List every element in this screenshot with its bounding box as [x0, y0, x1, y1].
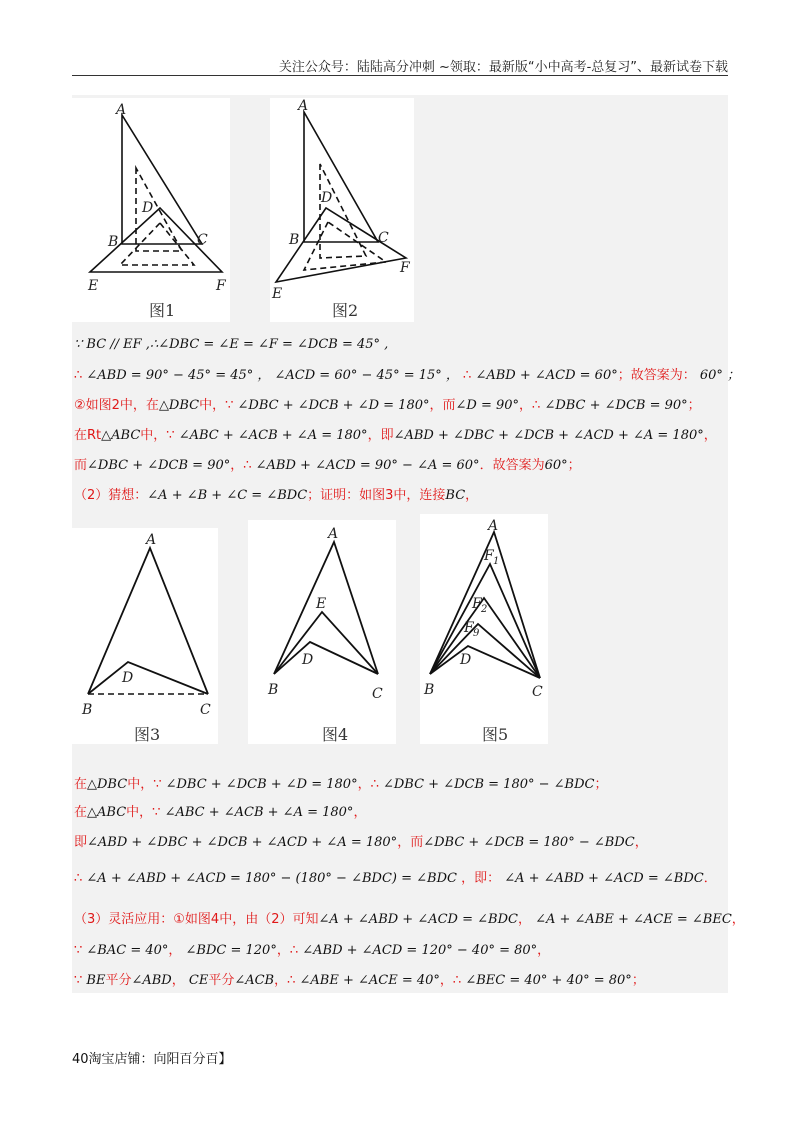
math-expression: ∠DBC + ∠DCB = 90°	[87, 458, 231, 473]
solution-text: ∴	[74, 368, 87, 383]
solution-text: ，	[703, 428, 717, 443]
solution-text: ∵	[74, 943, 87, 958]
fig5-caption: 图5	[482, 725, 509, 744]
solution-text: ，∴	[439, 973, 466, 988]
fig5-label-f1-sub: 1	[493, 556, 500, 567]
fig4-label-e: E	[316, 596, 327, 612]
header-rule	[72, 75, 728, 76]
fig1-label-b: B	[108, 234, 119, 250]
solution-text: ，	[171, 973, 189, 988]
figure-3-diagram	[72, 528, 218, 744]
fig2-caption: 图2	[332, 301, 359, 320]
fig3-outline	[88, 548, 208, 694]
fig1-label-e: E	[88, 278, 99, 294]
math-expression: ∠DBC + ∠DCB = 90°	[544, 398, 688, 413]
fig5-label-f2-sub: 2	[481, 604, 488, 615]
solution-line-10	[74, 870, 717, 888]
solution-line-9	[74, 834, 648, 852]
math-expression: ∠DBC + ∠DCB + ∠D = 180°	[237, 398, 430, 413]
solution-text: ；	[594, 777, 608, 792]
solution-line-6	[74, 487, 478, 505]
fig2-label-b: B	[289, 232, 300, 248]
fig2-label-c: C	[378, 230, 389, 246]
math-expression: ∠D = 90°	[455, 398, 520, 413]
solution-text: ∵	[74, 973, 87, 988]
solution-line-4	[74, 427, 717, 445]
solution-text: ，	[634, 835, 648, 850]
fig2-label-e: E	[272, 286, 283, 302]
fig1-label-f: F	[216, 278, 226, 294]
fig3-label-d: D	[122, 670, 134, 686]
solution-text: 中，∵	[140, 428, 179, 443]
solution-text: ，即：	[456, 871, 505, 886]
math-expression: △ABC	[87, 805, 127, 820]
math-expression: ∠ABD + ∠ACD = 90° − ∠A = 60°	[255, 458, 480, 473]
solution-text: ，∴	[274, 973, 300, 988]
fig4-inner-e	[274, 612, 378, 674]
solution-text: ∴	[458, 368, 476, 383]
math-expression: △DBC	[158, 398, 200, 413]
solution-line-13	[74, 972, 645, 990]
math-expression: 60°	[544, 458, 568, 473]
math-expression: △ABC	[101, 428, 141, 443]
solution-text: ．故答案为	[479, 458, 545, 473]
solution-text: 在	[74, 777, 88, 792]
fig2-dashed-triangle-2	[304, 222, 386, 270]
solution-text: ，∴	[519, 398, 545, 413]
math-expression: ∠DBC + ∠DCB = 180° − ∠BDC	[382, 777, 595, 792]
solution-text: （2）猜想：	[74, 488, 148, 503]
math-expression: ∠DBC + ∠DCB + ∠D = 180°	[165, 777, 358, 792]
math-expression: CE	[188, 973, 209, 988]
figure-4-diagram	[248, 520, 396, 744]
solution-text: ；故答案为：	[617, 368, 700, 383]
solution-line-7	[74, 776, 607, 794]
math-expression: ∠BAC = 40°	[86, 943, 169, 958]
math-expression: ∠ABE + ∠ACE = 40°	[299, 973, 440, 988]
fig1-label-c: C	[197, 232, 208, 248]
math-expression: ∠ACB	[234, 973, 275, 988]
fig5-label-f1: F	[484, 548, 494, 564]
solution-text: ②如图2中，在	[74, 398, 159, 413]
math-expression: ∠ABD + ∠ACD = 120° − 40° = 80°	[302, 943, 538, 958]
fig2-triangle-abc	[304, 112, 378, 242]
fig5-label-c: C	[532, 684, 543, 700]
math-expression: ∠A + ∠ABD + ∠ACD = ∠BDC	[504, 871, 704, 886]
math-expression: ∠A + ∠ABD + ∠ACD = 180° − (180° − ∠BDC) = ∠BDC	[86, 871, 457, 886]
figure-2-diagram	[270, 98, 414, 322]
math-expression: ∠A + ∠ABD + ∠ACD = ∠BDC	[318, 912, 518, 927]
fig3-label-b: B	[82, 702, 93, 718]
math-expression: 60° ；	[699, 368, 741, 383]
math-expression: ∠ABD + ∠DBC + ∠DCB + ∠ACD + ∠A = 180°	[87, 835, 398, 850]
solution-text: ，∴	[357, 777, 383, 792]
solution-text: ，而	[429, 398, 456, 413]
figure-3	[72, 528, 218, 744]
fig3-label-c: C	[200, 702, 211, 718]
page-footer: 40淘宝店铺：向阳百分百】	[72, 1052, 232, 1067]
figure-1-diagram	[72, 98, 230, 322]
solution-text: ．	[703, 871, 717, 886]
page-header: 关注公众号：陆陆高分冲刺 ~领取：最新版“小中高考-总复习”、最新试卷下载	[278, 60, 728, 75]
math-expression: ∠ABC + ∠ACB + ∠A = 180°	[178, 428, 368, 443]
solution-text: 即	[74, 835, 88, 850]
solution-text: 中，∵	[126, 805, 165, 820]
fig2-label-a: A	[298, 98, 309, 114]
math-expression: ∠DBC + ∠DCB = 180° − ∠BDC	[423, 835, 635, 850]
solution-text: ，而	[397, 835, 424, 850]
solution-text: ，	[168, 943, 186, 958]
solution-text: ，	[517, 912, 536, 927]
solution-text: ；证明：如图3中，连接	[307, 488, 446, 503]
solution-text: 平分	[105, 973, 132, 988]
solution-text: 中，∵	[199, 398, 238, 413]
fig4-label-d: D	[302, 652, 314, 668]
figure-2	[270, 98, 414, 322]
solution-text: ，	[353, 805, 367, 820]
solution-text: ；	[631, 973, 645, 988]
solution-text: 在	[74, 805, 88, 820]
math-expression: ∠BDC = 120°	[185, 943, 277, 958]
fig5-label-a: A	[488, 518, 499, 534]
fig4-caption: 图4	[322, 725, 349, 744]
solution-text: ；	[567, 458, 581, 473]
fig5-label-d: D	[460, 652, 472, 668]
solution-line-1	[74, 336, 388, 354]
solution-text: ，∴	[276, 943, 303, 958]
fig3-caption: 图3	[134, 725, 161, 744]
fig3-concave	[88, 662, 208, 694]
fig2-dashed-triangle-1	[320, 164, 366, 258]
fig2-label-d: D	[321, 190, 333, 206]
math-expression: BC	[445, 488, 466, 503]
math-expression: BE	[86, 973, 106, 988]
solution-text: ；	[687, 398, 701, 413]
math-expression: ∠ABD	[131, 973, 172, 988]
math-expression: ∵ BC // EF ,∴∠DBC = ∠E = ∠F = ∠DCB = 45° ,	[74, 337, 389, 352]
math-expression: ∠ABD + ∠ACD = 60°	[475, 368, 618, 383]
solution-text: ∴	[74, 871, 87, 886]
solution-text: ，∴	[230, 458, 256, 473]
solution-text: ，即	[367, 428, 394, 443]
solution-text: 在Rt	[74, 428, 102, 443]
solution-text: 而	[74, 458, 88, 473]
fig4-label-a: A	[328, 526, 339, 542]
solution-line-8	[74, 804, 366, 822]
fig4-label-b: B	[268, 682, 279, 698]
solution-text: （3）灵活应用：①如图4中，由（2）可知	[74, 912, 319, 927]
fig5-label-f2: F	[472, 596, 482, 612]
fig5-label-f9: F	[464, 620, 474, 636]
fig3-label-a: A	[146, 532, 157, 548]
solution-text: 平分	[208, 973, 235, 988]
figure-4	[248, 520, 396, 744]
solution-line-11	[74, 911, 745, 929]
math-expression: ∠A + ∠B + ∠C = ∠BDC	[147, 488, 308, 503]
fig4-label-c: C	[372, 686, 383, 702]
fig1-label-d: D	[142, 200, 154, 216]
figure-5	[420, 514, 548, 744]
fig2-label-f: F	[400, 260, 410, 276]
solution-text: ，	[537, 943, 551, 958]
solution-text: ，	[731, 912, 745, 927]
math-expression: ∠A + ∠ABE + ∠ACE = ∠BEC	[535, 912, 732, 927]
fig1-label-a: A	[116, 102, 127, 118]
math-expression: △DBC	[87, 777, 128, 792]
solution-text: 中，∵	[127, 777, 166, 792]
solution-line-2	[74, 367, 740, 385]
solution-line-3	[74, 397, 701, 415]
math-expression: ∠ABD = 90° − 45° = 45° ， ∠ACD = 60° − 45° = 15° ，	[86, 368, 459, 383]
figure-1	[72, 98, 230, 322]
solution-line-12	[74, 942, 550, 960]
math-expression: ∠ABC + ∠ACB + ∠A = 180°	[164, 805, 354, 820]
math-expression: ∠BEC = 40° + 40° = 80°	[465, 973, 632, 988]
solution-line-5	[74, 457, 581, 475]
fig5-label-f9-sub: 9	[473, 628, 480, 639]
math-expression: ∠ABD + ∠DBC + ∠DCB + ∠ACD + ∠A = 180°	[393, 428, 704, 443]
figure-5-diagram	[420, 514, 548, 744]
solution-text: ，	[465, 488, 479, 503]
fig5-label-b: B	[424, 682, 435, 698]
fig1-caption: 图1	[149, 301, 176, 320]
